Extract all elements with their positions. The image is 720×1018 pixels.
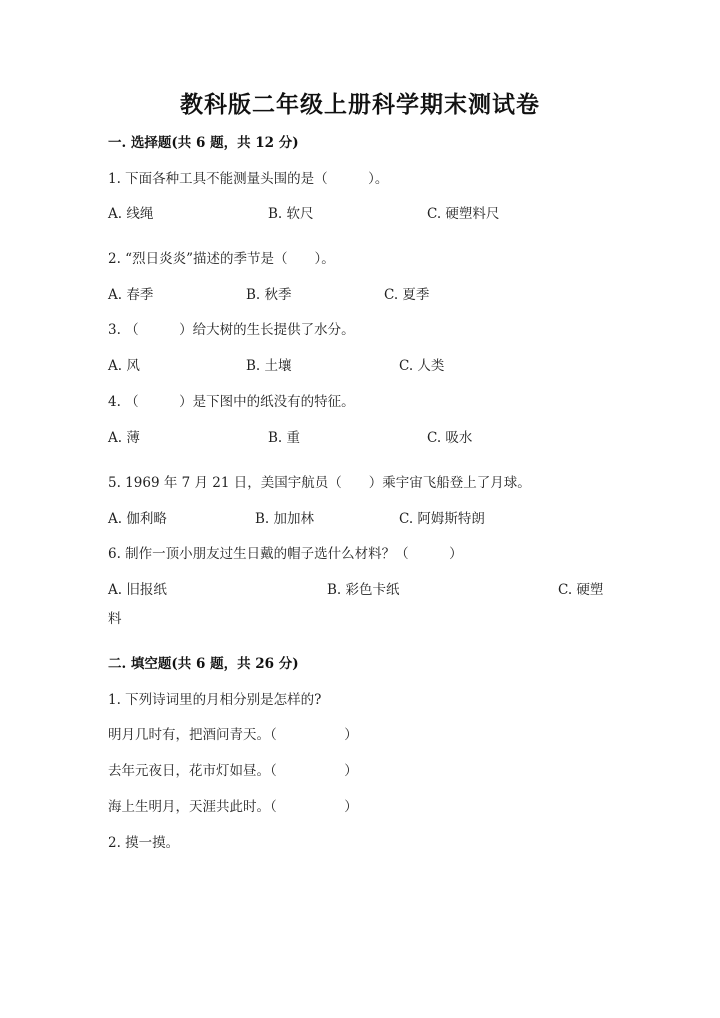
question-1: 1. 下面各种工具不能测量头围的是（ ）。 bbox=[108, 171, 389, 187]
q3-option-c: C. 人类 bbox=[399, 358, 445, 374]
q1-option-b: B. 软尺 bbox=[268, 206, 314, 222]
q4-option-a: A. 薄 bbox=[108, 430, 140, 446]
q5-option-b: B. 加加林 bbox=[255, 511, 315, 527]
q5-option-c: C. 阿姆斯特朗 bbox=[399, 511, 485, 527]
question-4: 4. （ ）是下图中的纸没有的特征。 bbox=[108, 394, 355, 410]
q6-option-b: B. 彩色卡纸 bbox=[327, 582, 400, 598]
q4-option-c: C. 吸水 bbox=[427, 430, 473, 446]
fill-question-1: 1. 下列诗词里的月相分别是怎样的? bbox=[108, 692, 322, 708]
q1-option-c: C. 硬塑料尺 bbox=[427, 206, 500, 222]
question-2: 2. “烈日炎炎”描述的季节是（ ）。 bbox=[108, 251, 335, 267]
section2-heading: 二. 填空题(共 6 题，共 26 分) bbox=[108, 656, 299, 672]
fill-question-2: 2. 摸一摸。 bbox=[108, 835, 180, 851]
q2-option-a: A. 春季 bbox=[108, 287, 154, 303]
q4-option-b: B. 重 bbox=[268, 430, 301, 446]
q2-option-b: B. 秋季 bbox=[246, 287, 292, 303]
q1-option-a: A. 线绳 bbox=[108, 206, 154, 222]
poem-line-3: 海上生明月，天涯共此时。（ ） bbox=[108, 799, 358, 815]
poem-line-2: 去年元夜日，花市灯如昼。（ ） bbox=[108, 763, 358, 779]
q3-option-b: B. 土壤 bbox=[246, 358, 292, 374]
q6-option-a: A. 旧报纸 bbox=[108, 582, 167, 598]
q6-option-c: C. 硬塑 bbox=[558, 582, 604, 598]
q3-option-a: A. 风 bbox=[108, 358, 140, 374]
poem-line-1: 明月几时有，把酒问青天。（ ） bbox=[108, 727, 358, 743]
q2-option-c: C. 夏季 bbox=[384, 287, 430, 303]
section1-heading: 一. 选择题(共 6 题，共 12 分) bbox=[108, 135, 299, 151]
question-5: 5. 1969 年 7 月 21 日，美国宇航员（ ）乘宇宙飞船登上了月球。 bbox=[108, 475, 531, 491]
exam-title: 教科版二年级上册科学期末测试卷 bbox=[180, 91, 540, 118]
q6-option-c-wrap: 料 bbox=[108, 611, 122, 627]
question-6: 6. 制作一顶小朋友过生日戴的帽子选什么材料？（ ） bbox=[108, 546, 463, 562]
question-3: 3. （ ）给大树的生长提供了水分。 bbox=[108, 322, 355, 338]
q5-option-a: A. 伽利略 bbox=[108, 511, 167, 527]
